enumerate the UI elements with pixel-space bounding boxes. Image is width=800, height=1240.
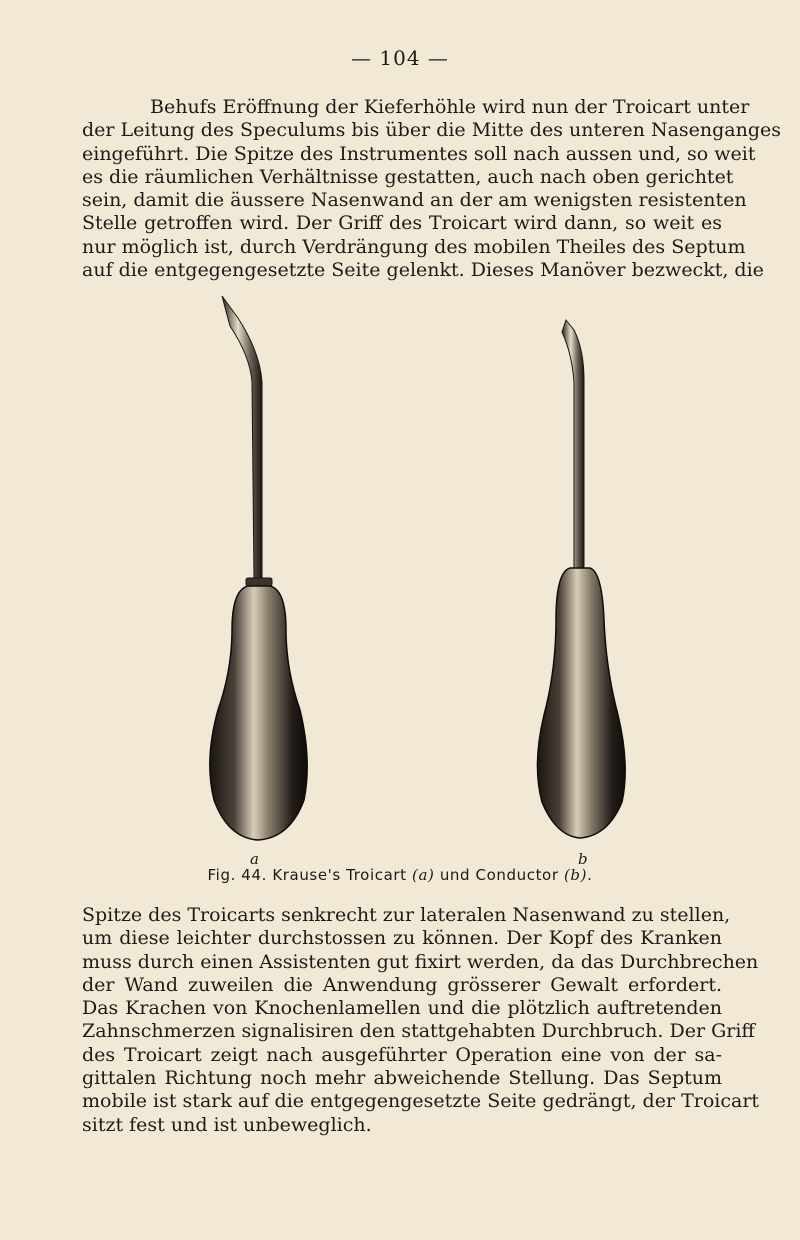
caption-b: (b). — [563, 866, 593, 884]
text-line: auf die entgegengesetzte Seite gelenkt. Dieses Manöver bezweckt, die — [82, 259, 764, 282]
text-line: sitzt fest und ist unbeweglich. — [82, 1113, 372, 1136]
text-line: Stelle getroffen wird. Der Griff des Troicart wird dann, so weit es — [82, 212, 722, 235]
text-line: mobile ist stark auf die entgegengesetzte Seite gedrängt, der Troicart — [82, 1090, 760, 1113]
text-line: um diese leichter durchstossen zu können. Der Kopf des Kranken — [82, 927, 722, 950]
text-line: es die räumlichen Verhältnisse gestatten, auch nach oben gerichtet — [82, 165, 734, 188]
text-line: gittalen Richtung noch mehr abweichende Stellung. Das Septum — [82, 1067, 722, 1090]
text-line: muss durch einen Assistenten gut fixirt werden, da das Durchbrechen — [82, 950, 759, 973]
figure-label-a: a — [250, 850, 259, 868]
caption-prefix: Fig. 44. Krause's Troicart — [207, 866, 407, 884]
figure-label-b: b — [578, 850, 588, 868]
text-line: sein, damit die äussere Nasenwand an der am wenigsten resistenten — [82, 189, 747, 212]
text-line: der Wand zuweilen die Anwendung grösserer Gewalt erfordert. — [82, 973, 722, 996]
figure-troicart — [0, 290, 800, 890]
text-line: nur möglich ist, durch Verdrängung des mobilen Theiles des Septum — [82, 235, 746, 258]
paragraph-2 — [82, 904, 760, 1137]
text-line: des Troicart zeigt nach ausgeführter Operation eine von der sa- — [82, 1043, 722, 1066]
troicart-illustration — [0, 290, 800, 850]
troicart-a — [210, 296, 307, 840]
caption-a: (a) — [412, 866, 435, 884]
text-line: Das Krachen von Knochenlamellen und die plötzlich auftretenden — [82, 997, 722, 1020]
text-line: der Leitung des Speculums bis über die Mitte des unteren Nasenganges — [82, 119, 782, 142]
figure-caption — [0, 866, 800, 884]
caption-mid: und Conductor — [439, 866, 559, 884]
text-line: eingeführt. Die Spitze des Instrumentes soll nach aussen und, so weit — [82, 142, 756, 165]
troicart-b — [537, 320, 625, 838]
page-number: — 104 — — [351, 46, 449, 70]
text-line: Behufs Eröffnung der Kieferhöhle wird nun der Troicart unter — [150, 96, 750, 118]
text-line: Zahnschmerzen signalisiren den stattgehabten Durchbruch. Der Griff — [82, 1020, 755, 1043]
paragraph-1 — [82, 96, 782, 282]
text-line: Spitze des Troicarts senkrecht zur lateralen Nasenwand zu stellen, — [82, 904, 731, 926]
